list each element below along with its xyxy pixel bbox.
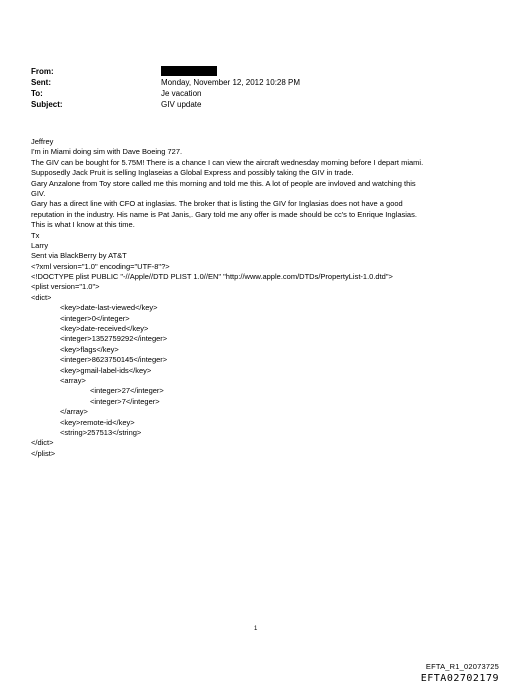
sent-value: Monday, November 12, 2012 10:28 PM (161, 78, 301, 87)
plist-line: <!DOCTYPE plist PUBLIC "-//Apple//DTD PLIST 1.0//EN" "http://www.apple.com/DTDs/PropertyList-1.0.dtd"> (31, 272, 393, 282)
redaction-box (161, 66, 217, 76)
plist-line: </plist> (31, 448, 56, 458)
from-row (31, 66, 471, 77)
page-number: 1 (254, 626, 258, 632)
to-value: Je vacation (161, 89, 202, 98)
subject-label: Subject: (31, 100, 63, 109)
subject-value: GIV update (161, 100, 202, 109)
body-line: Larry (31, 240, 49, 250)
email-body (31, 137, 481, 459)
body-line: Tx (31, 230, 40, 240)
to-label: To: (31, 89, 43, 98)
bates-number-large: EFTA02702179 (420, 673, 499, 684)
plist-line: <dict> (31, 292, 52, 302)
plist-line: </array> (60, 407, 88, 417)
plist-line: <key>remote-id</key> (60, 417, 135, 427)
body-line: reputation in the industry. His name is Pat Janis,. Gary told me any offer is made should be cc's to Enrique Inglasias. (31, 209, 417, 219)
plist-line: </dict> (31, 438, 54, 448)
plist-line: <key>date-last-viewed</key> (60, 303, 158, 313)
sent-label: Sent: (31, 78, 51, 87)
body-line: Gary Anzalone from Toy store called me this morning and told me this. A lot of people are invloved and watching this (31, 178, 416, 188)
plist-line: <?xml version="1.0" encoding="UTF-8"?> (31, 261, 170, 271)
body-line: GIV. (31, 188, 46, 198)
plist-line: <key>date-received</key> (60, 324, 149, 334)
plist-line: <integer>27</integer> (90, 386, 164, 396)
plist-line: <integer>7</integer> (90, 396, 160, 406)
sent-row (31, 77, 471, 88)
subject-row (31, 99, 471, 110)
body-line: Gary has a direct line with CFO at inglasias. The broker that is listing the GIV for Inglasias does not have a good (31, 199, 403, 209)
body-line: This is what I know at this time. (31, 220, 135, 230)
plist-line: <array> (60, 375, 86, 385)
plist-line: <string>257513</string> (60, 427, 142, 437)
from-label: From: (31, 67, 54, 76)
to-row (31, 88, 471, 99)
body-line: The GIV can be bought for 5.75M! There is a chance I can view the aircraft wednesday morning before I depart miami. (31, 157, 424, 167)
plist-line: <integer>1352759292</integer> (60, 334, 168, 344)
from-value (161, 66, 217, 77)
plist-line: <integer>8623750145</integer> (60, 355, 168, 365)
plist-line: <key>flags</key> (60, 344, 119, 354)
bates-number-small: EFTA_R1_02073725 (425, 662, 499, 671)
plist-line: <plist version="1.0"> (31, 282, 100, 292)
plist-line: <key>gmail-label-ids</key> (60, 365, 152, 375)
body-line: Supposedly Jack Pruit is selling Inglaseias a Global Express and possibly taking the GIV in trade. (31, 168, 354, 178)
body-line: Sent via BlackBerry by AT&T (31, 251, 127, 261)
email-header (31, 66, 471, 110)
plist-line: <integer>0</integer> (60, 313, 130, 323)
body-line: Jeffrey (31, 137, 54, 146)
body-line: I'm in Miami doing sim with Dave Boeing 727. (31, 147, 183, 157)
